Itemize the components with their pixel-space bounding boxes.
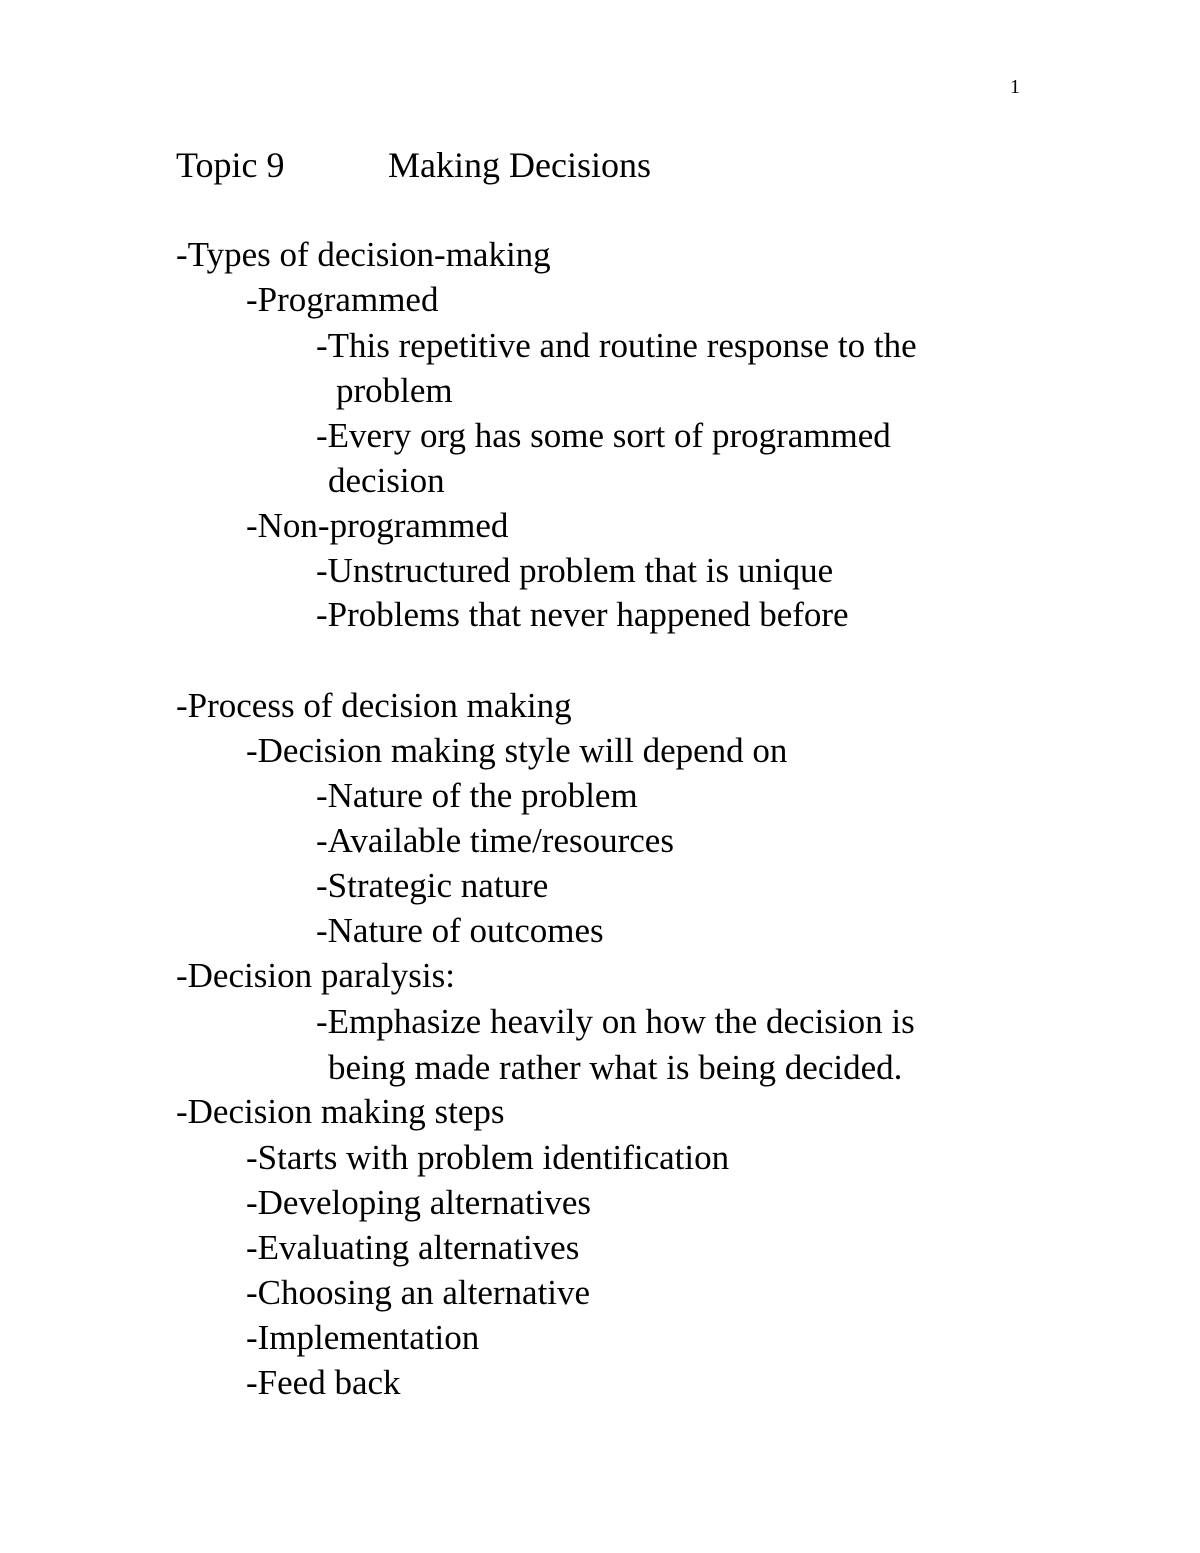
list-item: -Nature of the problem <box>316 776 638 815</box>
list-item: -Nature of outcomes <box>316 911 604 950</box>
list-item: -This repetitive and routine response to the <box>316 326 917 365</box>
list-item: -Starts with problem identification <box>246 1138 730 1177</box>
list-item: -Strategic nature <box>316 866 549 905</box>
list-item: -Problems that never happened before <box>316 595 849 634</box>
subheading-non-programmed: -Non-programmed <box>246 506 509 545</box>
list-item: -Unstructured problem that is unique <box>316 551 834 590</box>
subheading-programmed: -Programmed <box>246 280 439 319</box>
page-title: Making Decisions <box>388 145 651 185</box>
heading-process: -Process of decision making <box>176 686 572 725</box>
list-item-continuation: decision <box>328 461 445 500</box>
heading-paralysis: -Decision paralysis: <box>176 956 455 995</box>
list-item: -Emphasize heavily on how the decision is <box>316 1002 915 1041</box>
list-item: -Feed back <box>246 1363 401 1402</box>
list-item-continuation: problem <box>336 371 453 410</box>
list-item: -Choosing an alternative <box>246 1273 591 1312</box>
topic-number: Topic 9 <box>176 145 285 185</box>
list-item: -Available time/resources <box>316 821 674 860</box>
heading-types: -Types of decision-making <box>176 235 551 274</box>
list-item: -Developing alternatives <box>246 1183 592 1222</box>
page-number: 1 <box>1010 76 1020 98</box>
heading-steps: -Decision making steps <box>176 1092 505 1131</box>
list-item: -Evaluating alternatives <box>246 1228 580 1267</box>
list-item-continuation: being made rather what is being decided. <box>328 1048 903 1087</box>
list-item: -Every org has some sort of programmed <box>316 416 891 455</box>
subheading-style: -Decision making style will depend on <box>246 731 788 770</box>
list-item: -Implementation <box>246 1318 480 1357</box>
